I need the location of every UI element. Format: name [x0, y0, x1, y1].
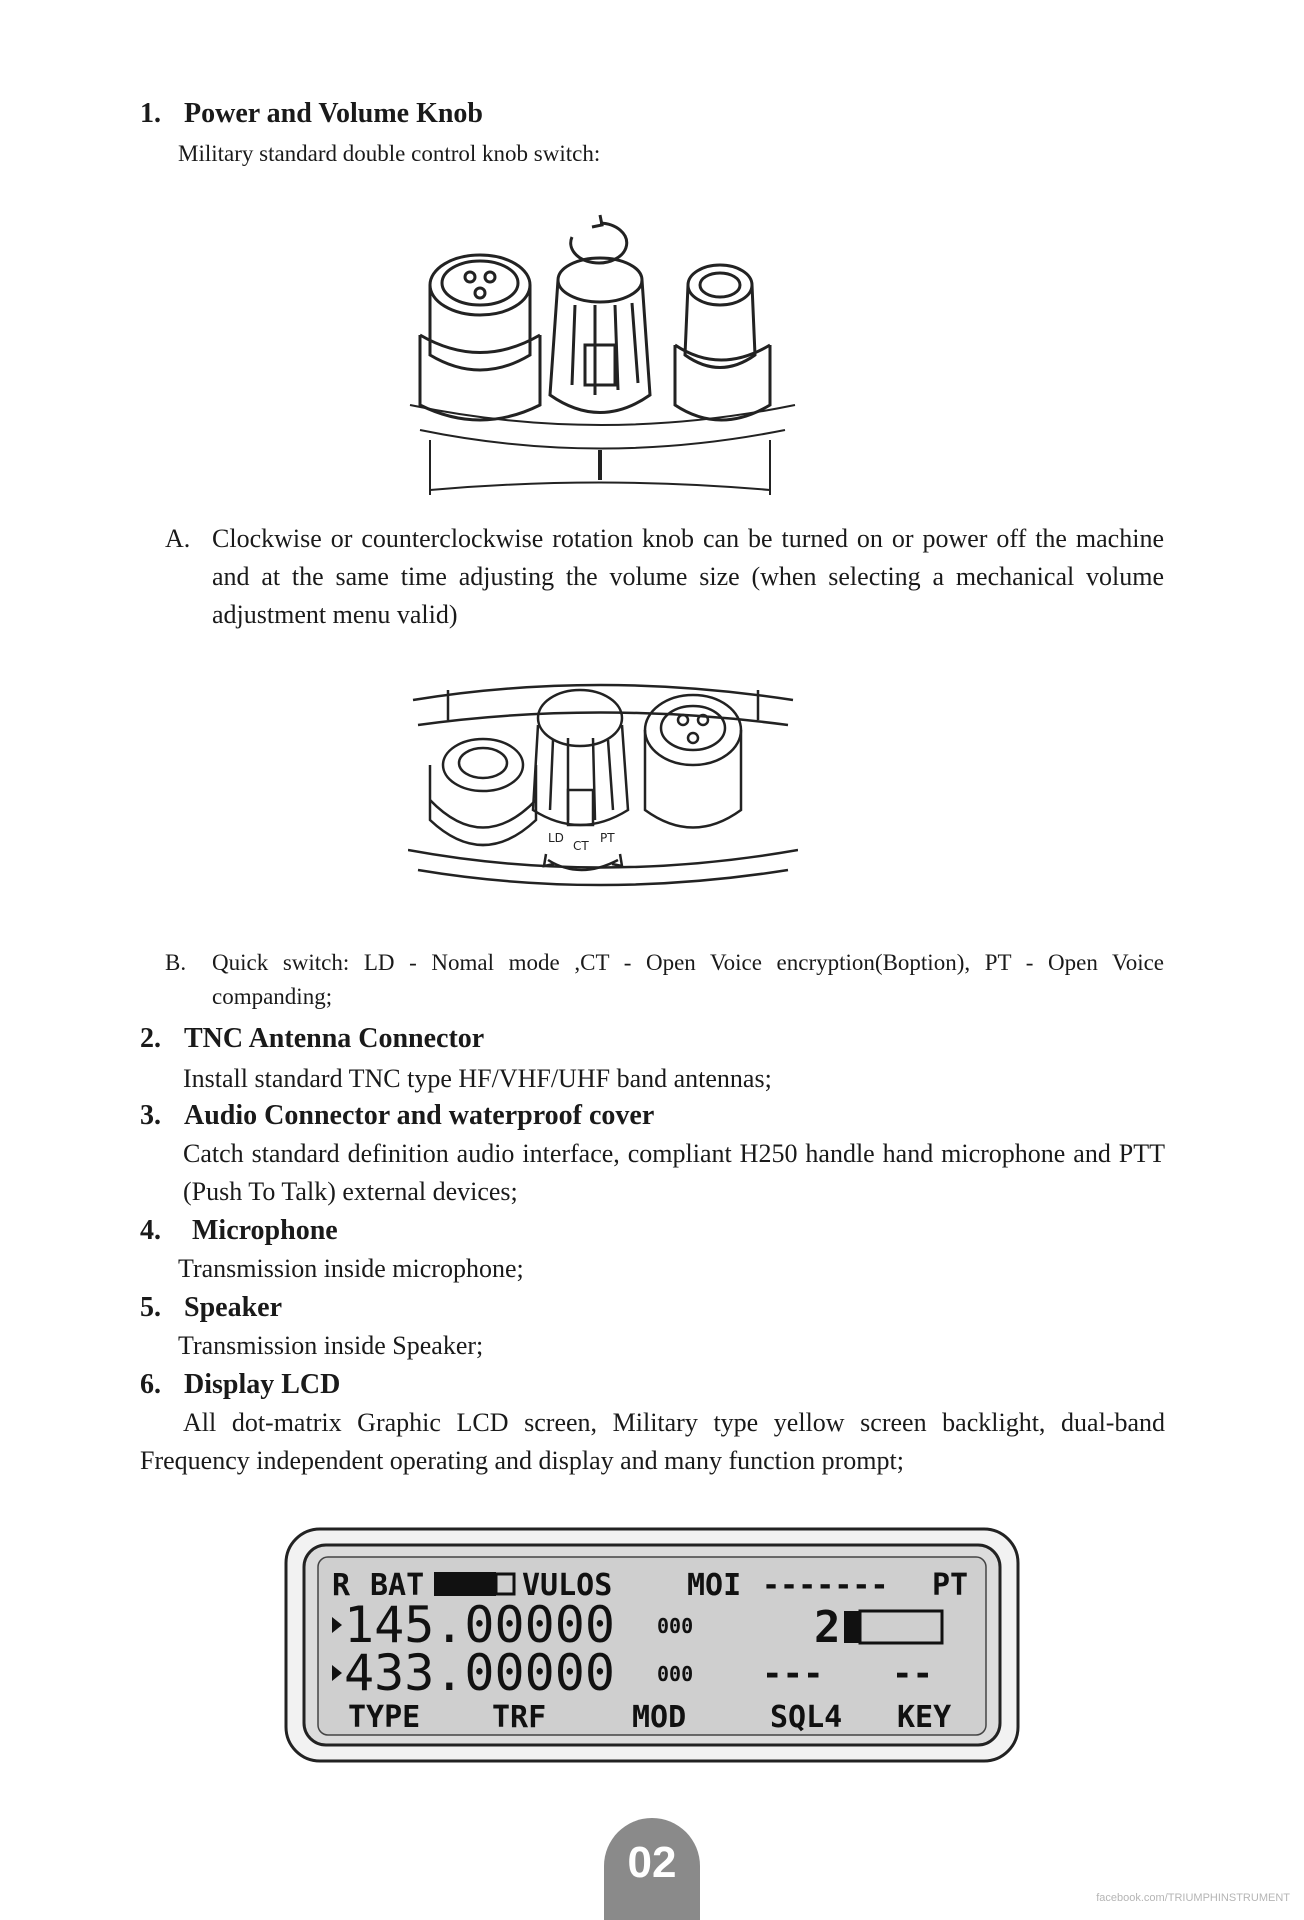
knob-figure-top — [400, 205, 800, 500]
knob-label-ct: CT — [573, 839, 589, 853]
lcd-bat-label: BAT — [370, 1568, 425, 1603]
lcd-softkey-mod: MOD — [632, 1700, 687, 1735]
section-5-text: Transmission inside Speaker; — [178, 1331, 484, 1360]
knob-figure-front — [408, 670, 798, 900]
item-b-marker: B. — [165, 950, 187, 975]
section-4-text: Transmission inside microphone; — [178, 1254, 524, 1283]
item-a-marker: A. — [165, 524, 191, 553]
lcd-display-figure — [282, 1525, 1022, 1765]
lcd-signal-digit: 2 — [814, 1602, 841, 1653]
page-number: 02 — [604, 1818, 700, 1920]
lcd-softkey-type: TYPE — [348, 1700, 421, 1735]
section-title: Audio Connector and waterproof cover — [184, 1100, 655, 1131]
section-3-text: Catch standard definition audio interface, compliant H250 handle hand microphone and PTT (Push To Talk) external devices; — [183, 1139, 1165, 1206]
section-1-subtitle: Military standard double control knob switch: — [178, 141, 601, 166]
lcd-softkey-sql4: SQL4 — [770, 1700, 843, 1735]
lcd-softkey-trf: TRF — [492, 1700, 547, 1735]
lcd-signal-fill — [844, 1611, 860, 1643]
lcd-frequency-2: 433.00000 — [344, 1644, 615, 1702]
section-number: 1. — [140, 98, 161, 129]
lcd-battery-fill — [434, 1572, 496, 1596]
section-title: Display LCD — [184, 1369, 341, 1400]
section-1-heading — [140, 97, 483, 131]
section-title: Power and Volume Knob — [184, 98, 483, 129]
section-5-heading — [140, 1291, 282, 1325]
knob-label-pt: PT — [600, 831, 615, 845]
lcd-freq-2-suffix: 000 — [657, 1662, 694, 1686]
section-6-text: All dot-matrix Graphic LCD screen, Military type yellow screen backlight, dual-band Frequency independent operating and display and many function prompt; — [140, 1408, 1165, 1475]
lcd-pt-indicator: PT — [932, 1568, 969, 1603]
lcd-freq-1-suffix: 000 — [657, 1614, 694, 1638]
section-3-heading — [140, 1099, 654, 1133]
section-number: 3. — [140, 1100, 161, 1131]
lcd-vulos-label: VULOS — [522, 1568, 613, 1603]
lcd-dashes-b: -- — [892, 1654, 933, 1694]
section-number: 2. — [140, 1023, 161, 1054]
lcd-r-indicator: R — [332, 1568, 351, 1603]
section-title: Speaker — [184, 1292, 282, 1323]
knob-label-ld: LD — [548, 831, 564, 845]
item-a-text: Clockwise or counterclockwise rotation knob can be turned on or power off the machine and at the same time adjusting the volume size (when selecting a mechanical volume adjustment menu valid) — [212, 524, 1164, 629]
section-6-heading — [140, 1368, 340, 1402]
lcd-dashes: ------- — [762, 1568, 889, 1603]
lcd-softkey-key: KEY — [897, 1700, 952, 1735]
section-number: 6. — [140, 1369, 161, 1400]
section-title: Microphone — [192, 1215, 338, 1246]
lcd-dashes-a: --- — [762, 1654, 824, 1694]
lcd-frequency-1: 145.00000 — [344, 1596, 615, 1654]
watermark-text: facebook.com/TRIUMPHINSTRUMENT — [1096, 1892, 1290, 1904]
section-4-heading — [140, 1214, 338, 1248]
section-title: TNC Antenna Connector — [184, 1023, 485, 1054]
section-number: 5. — [140, 1292, 161, 1323]
section-number: 4. — [140, 1215, 161, 1246]
section-2-text: Install standard TNC type HF/VHF/UHF band antennas; — [183, 1064, 772, 1093]
lcd-moi-label: MOI — [687, 1568, 742, 1603]
section-2-heading — [140, 1022, 484, 1056]
item-b-text: Quick switch: LD - Nomal mode ,CT - Open Voice encryption(Boption), PT - Open Voice companding; — [212, 950, 1164, 1009]
